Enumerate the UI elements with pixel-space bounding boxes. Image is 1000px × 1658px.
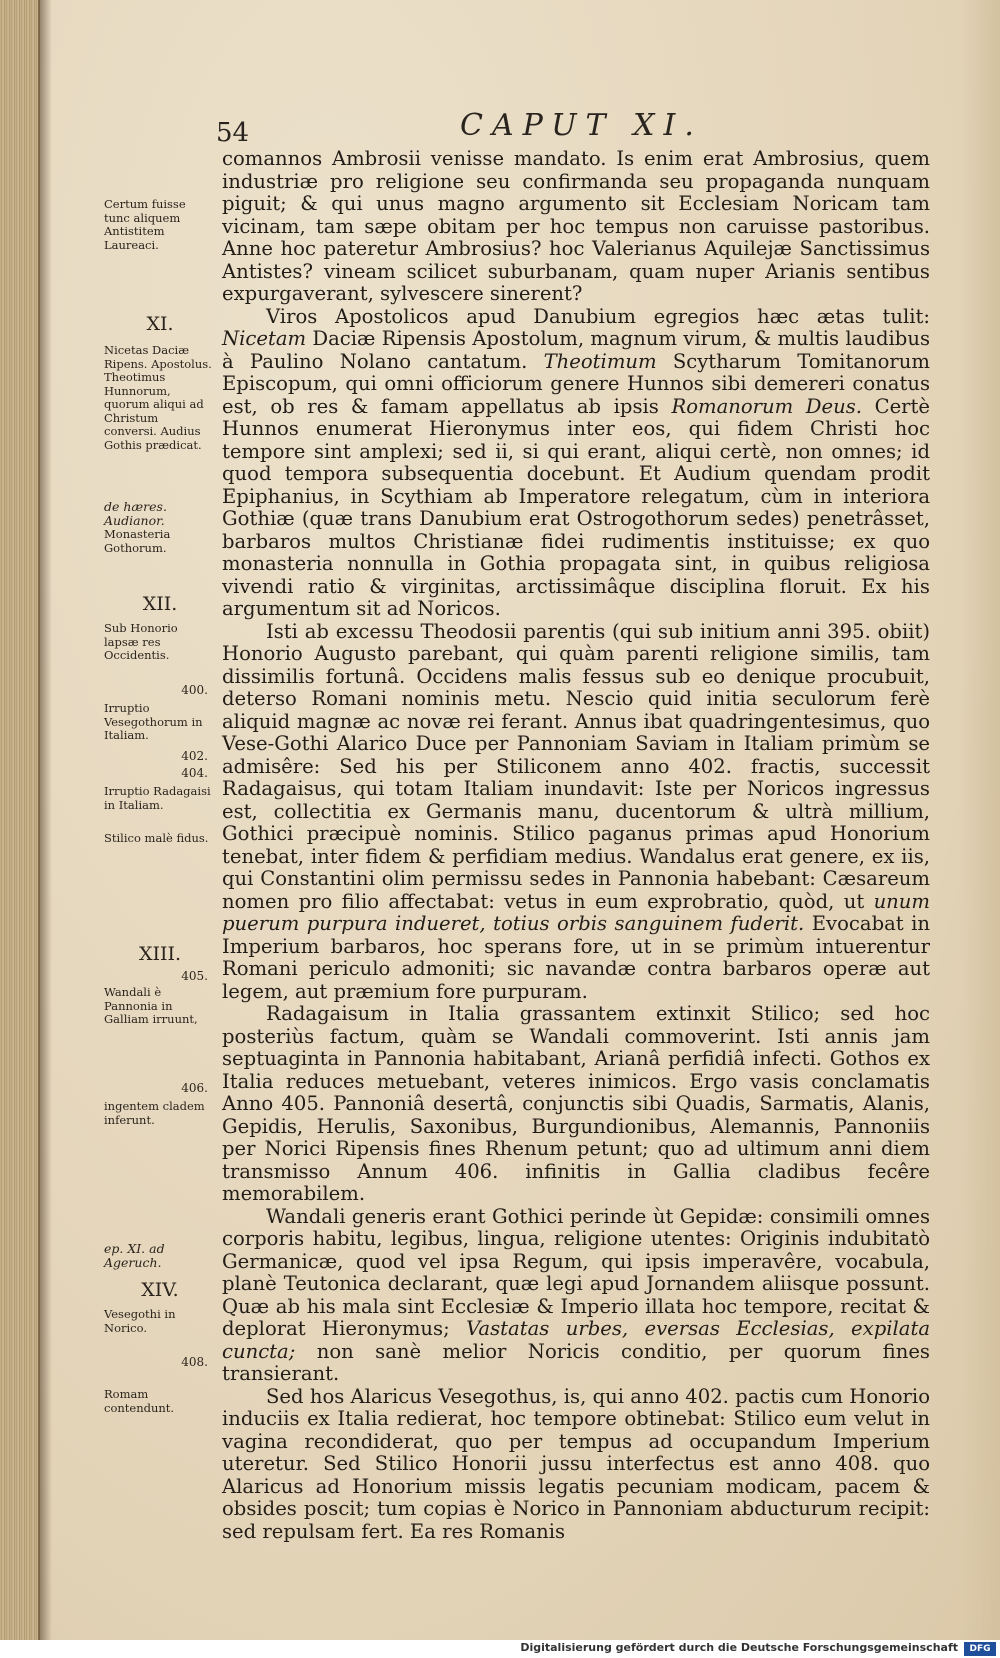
text-run: Isti ab excessu Theodosii parentis (qui sub initium anni 395. obiit) Honorio Augusto parebant, qui quàm parenti religione similis, tam dissimilis fortunâ. Occidens malis fessus sub eo denique procubuit, deterso Romani nominis metu. Nescio quid initia seculorum ferè aliquid magnæ ac novæ rei ferant. Annus ibat quadringentesimus, quo Vese-Gothi Alarico Duce per Pannoniam Saviam in Italiam primùm se admisêre: Sed his per Stiliconem anno 402. fractis, successit Radagaisus, qui totam Italiam inundavit: Iste per Noricos ingressus est, collectitia ex Germanis manu, ducentorum & ultrà millium, Gothici præcipuè nominis. Stilico paganus primas apud Honorium tenebat, inter fidem & perfidiam medius. Wandalus erat genere, ex iis, qui Constantini olim permissu sedes in Pannonia habebant: Cæsareum nomen pro filio affectabat: vetus in eum exprobratio, quòd, ut [222, 619, 930, 913]
gutter-shadow [38, 0, 52, 1640]
text-run: comannos Ambrosii venisse mandato. Is enim erat Ambrosius, quem industriæ pro religione seu confirmanda seu propaganda nunquam piguit; & qui unus magno argumento sit Ecclesiam Noricam tam vicinam, tam sæpe obitam per hoc tempus non caruisse pastoribus. Anne hoc pateretur Ambrosius? hoc Valerianus Aquilejæ Sanctissimus Antistes? vineam scilicet suburbanam, quam nuper Arianis sentibus expurgaverant, sylvescere sinerent? [222, 147, 930, 305]
paragraph [222, 306, 930, 621]
text-run: non sanè melior Noricis conditio, per quorum fines transierant. [222, 1339, 930, 1385]
margin-ref: de hæres. Audianor. [104, 499, 167, 528]
margin-section: XII. [142, 593, 178, 615]
paragraph [222, 1206, 930, 1386]
margin-note: Monasteria Gothorum. [104, 527, 171, 555]
text-run: Radagaisum in Italia grassantem extinxit Stilico; sed hoc posteriùs factum, quàm se Wandali commoverint. Isti annis jam septuaginta in Pannonia habitabant, Arianâ perfidiâ infecti. Gothos ex Italia reduces metuebant, veteres inimicos. Ergo vasis conclamatis Anno 405. Pannoniâ desertâ, conjunctis sibi Quadis, Sarmatis, Alanis, Gepidis, Herulis, Saxonibus, Burgundionibus, Alemannis, Pannoniis per Norici Ripensis fines Rhenum petunt; quo ad ultimum anni diem transmisso Annum 406. infinitis in Gallia cladibus fecêre memorabilem. [222, 1002, 930, 1205]
text-run: Certè Hunnos enumerat Hieronymus inter eos, qui fidem Christi hoc tempore sint amplexi; sed ii, si qui erant, aliqui certè, non omnes; id quod tempora subsequentia docebunt. Et Audium quendam prodit Epiphanius, in Scythiam ab Imperatore relegatum, cùm in interiora Gothiæ (quæ trans Danubium erat Ostrogothorum sedes) penetrâsset, barbaros multos Christianæ fidei rudimentis instituisse; ex quo monasteria nonnulla in Gothia propagata sint, in quibus religiosa vivendi ratio & virginitas, arctissimâque disciplina floruit. Ex his argumentum sit ad Noricos. [222, 394, 931, 620]
page-number: 54 [216, 118, 250, 148]
facing-page-edge [960, 0, 1000, 1640]
paragraph [222, 148, 930, 306]
book-page-edges [0, 0, 40, 1640]
text-run: Sed hos Alaricus Vesegothus, is, qui anno 402. pactis cum Honorio induciis ex Italia redierat, hoc tempore obtinebat: Stilico eum velut in vagina recondiderat, quo per tempus ad occupandum Imperium uteretur. Sed Stilico Honorii jussu interfectus est anno 408. quo Alaricus ad Honorium missis legatis pecuniam modicam, pacem & obsides poscit; tum copias è Norico in Pannoniam abducturum recipit: sed repulsam fert. Ea res Romanis [222, 1384, 930, 1543]
margin-note: Romam contendunt. [104, 1387, 175, 1415]
dfg-logo: DFG [964, 1642, 996, 1656]
running-head: CAPUT XI. [460, 108, 703, 143]
paragraph [222, 1003, 930, 1206]
margin-note: ingentem cladem inferunt. [104, 1099, 205, 1127]
italic-text: Theotimum [543, 349, 657, 373]
margin-note: Certum fuisse tunc aliquem Antistitem Laureaci. [104, 197, 186, 252]
margin-year: 406. [181, 1081, 208, 1095]
paragraph [222, 621, 930, 1004]
margin-section: XIII. [138, 943, 182, 965]
main-text-block [222, 148, 930, 1543]
margin-note: Irruptio Radagaisi in Italiam. [104, 784, 211, 812]
italic-text: Romanorum Deus. [671, 394, 863, 418]
footer-credit: Digitalisierung gefördert durch die Deutsche Forschungsgemeinschaft [520, 1641, 958, 1654]
margin-ref: ep. XI. ad Ageruch. [104, 1241, 165, 1270]
margin-year: 405. [181, 969, 208, 983]
margin-section: XIV. [141, 1279, 179, 1301]
margin-year: 408. [181, 1355, 208, 1369]
margin-note: Sub Honorio lapsæ res Occidentis. [104, 621, 178, 662]
margin-note: Nicetas Daciæ Ripens. Apostolus. Theotimus Hunnorum, quorum aliqui ad Christum conversi. Audius Gothis prædicat. [104, 343, 212, 452]
margin-note: Vesegothi in Norico. [104, 1307, 176, 1335]
margin-year: 402. [181, 749, 208, 763]
text-run: Viros Apostolicos apud Danubium egregios hæc ætas tulit: [266, 304, 930, 328]
margin-note: Wandali è Pannonia in Galliam irruunt, [104, 985, 198, 1026]
margin-section: XI. [146, 313, 174, 335]
margin-year: 400. [181, 683, 208, 697]
margin-note: Stilico malè fidus. [104, 831, 209, 845]
margin-note: Irruptio Vesegothorum in Italiam. [104, 701, 203, 742]
text-run: Wandali generis erant Gothici perinde ùt Gepidæ: consimili omnes corporis habitu, legibus, lingua, religione utentes: Originis indubitatò Germanicæ, quod vel ipsa Regum, qui ipsis imperavêre, vocabula, planè Teutonica declarant, quæ legi apud Jornandem aliisque possunt. Quæ ab his mala sint Ecclesiæ & Imperio illata hoc tempore, recitat & deplorat Hieronymus; [222, 1204, 930, 1340]
paragraph [222, 1386, 930, 1544]
text-run: Evocabat in Imperium barbaros, hoc sperans fore, ut in se primùm intuerentur Romani periculo admoniti; sic navandæ contra barbaros operæ aut legem, aut præmium fore purpuram. [222, 912, 930, 1003]
margin-year: 404. [181, 766, 208, 780]
text-run: Daciæ Ripensis Apostolum, magnum virum, & multis laudibus à Paulino Nolano cantatum. [222, 327, 930, 373]
text-run: Scytharum Tomitanorum Episcopum, qui omni officiorum genere Hunnos sibi demereri conatus est, ob res & famam appellatus ab ipsis [222, 349, 930, 418]
italic-text: Vastatas urbes, eversas Ecclesias, expilata cuncta; [222, 1317, 931, 1363]
italic-text: Nicetam [222, 327, 307, 350]
italic-text: unum puerum purpura indueret, totius orbis sanguinem fuderit. [222, 889, 930, 935]
